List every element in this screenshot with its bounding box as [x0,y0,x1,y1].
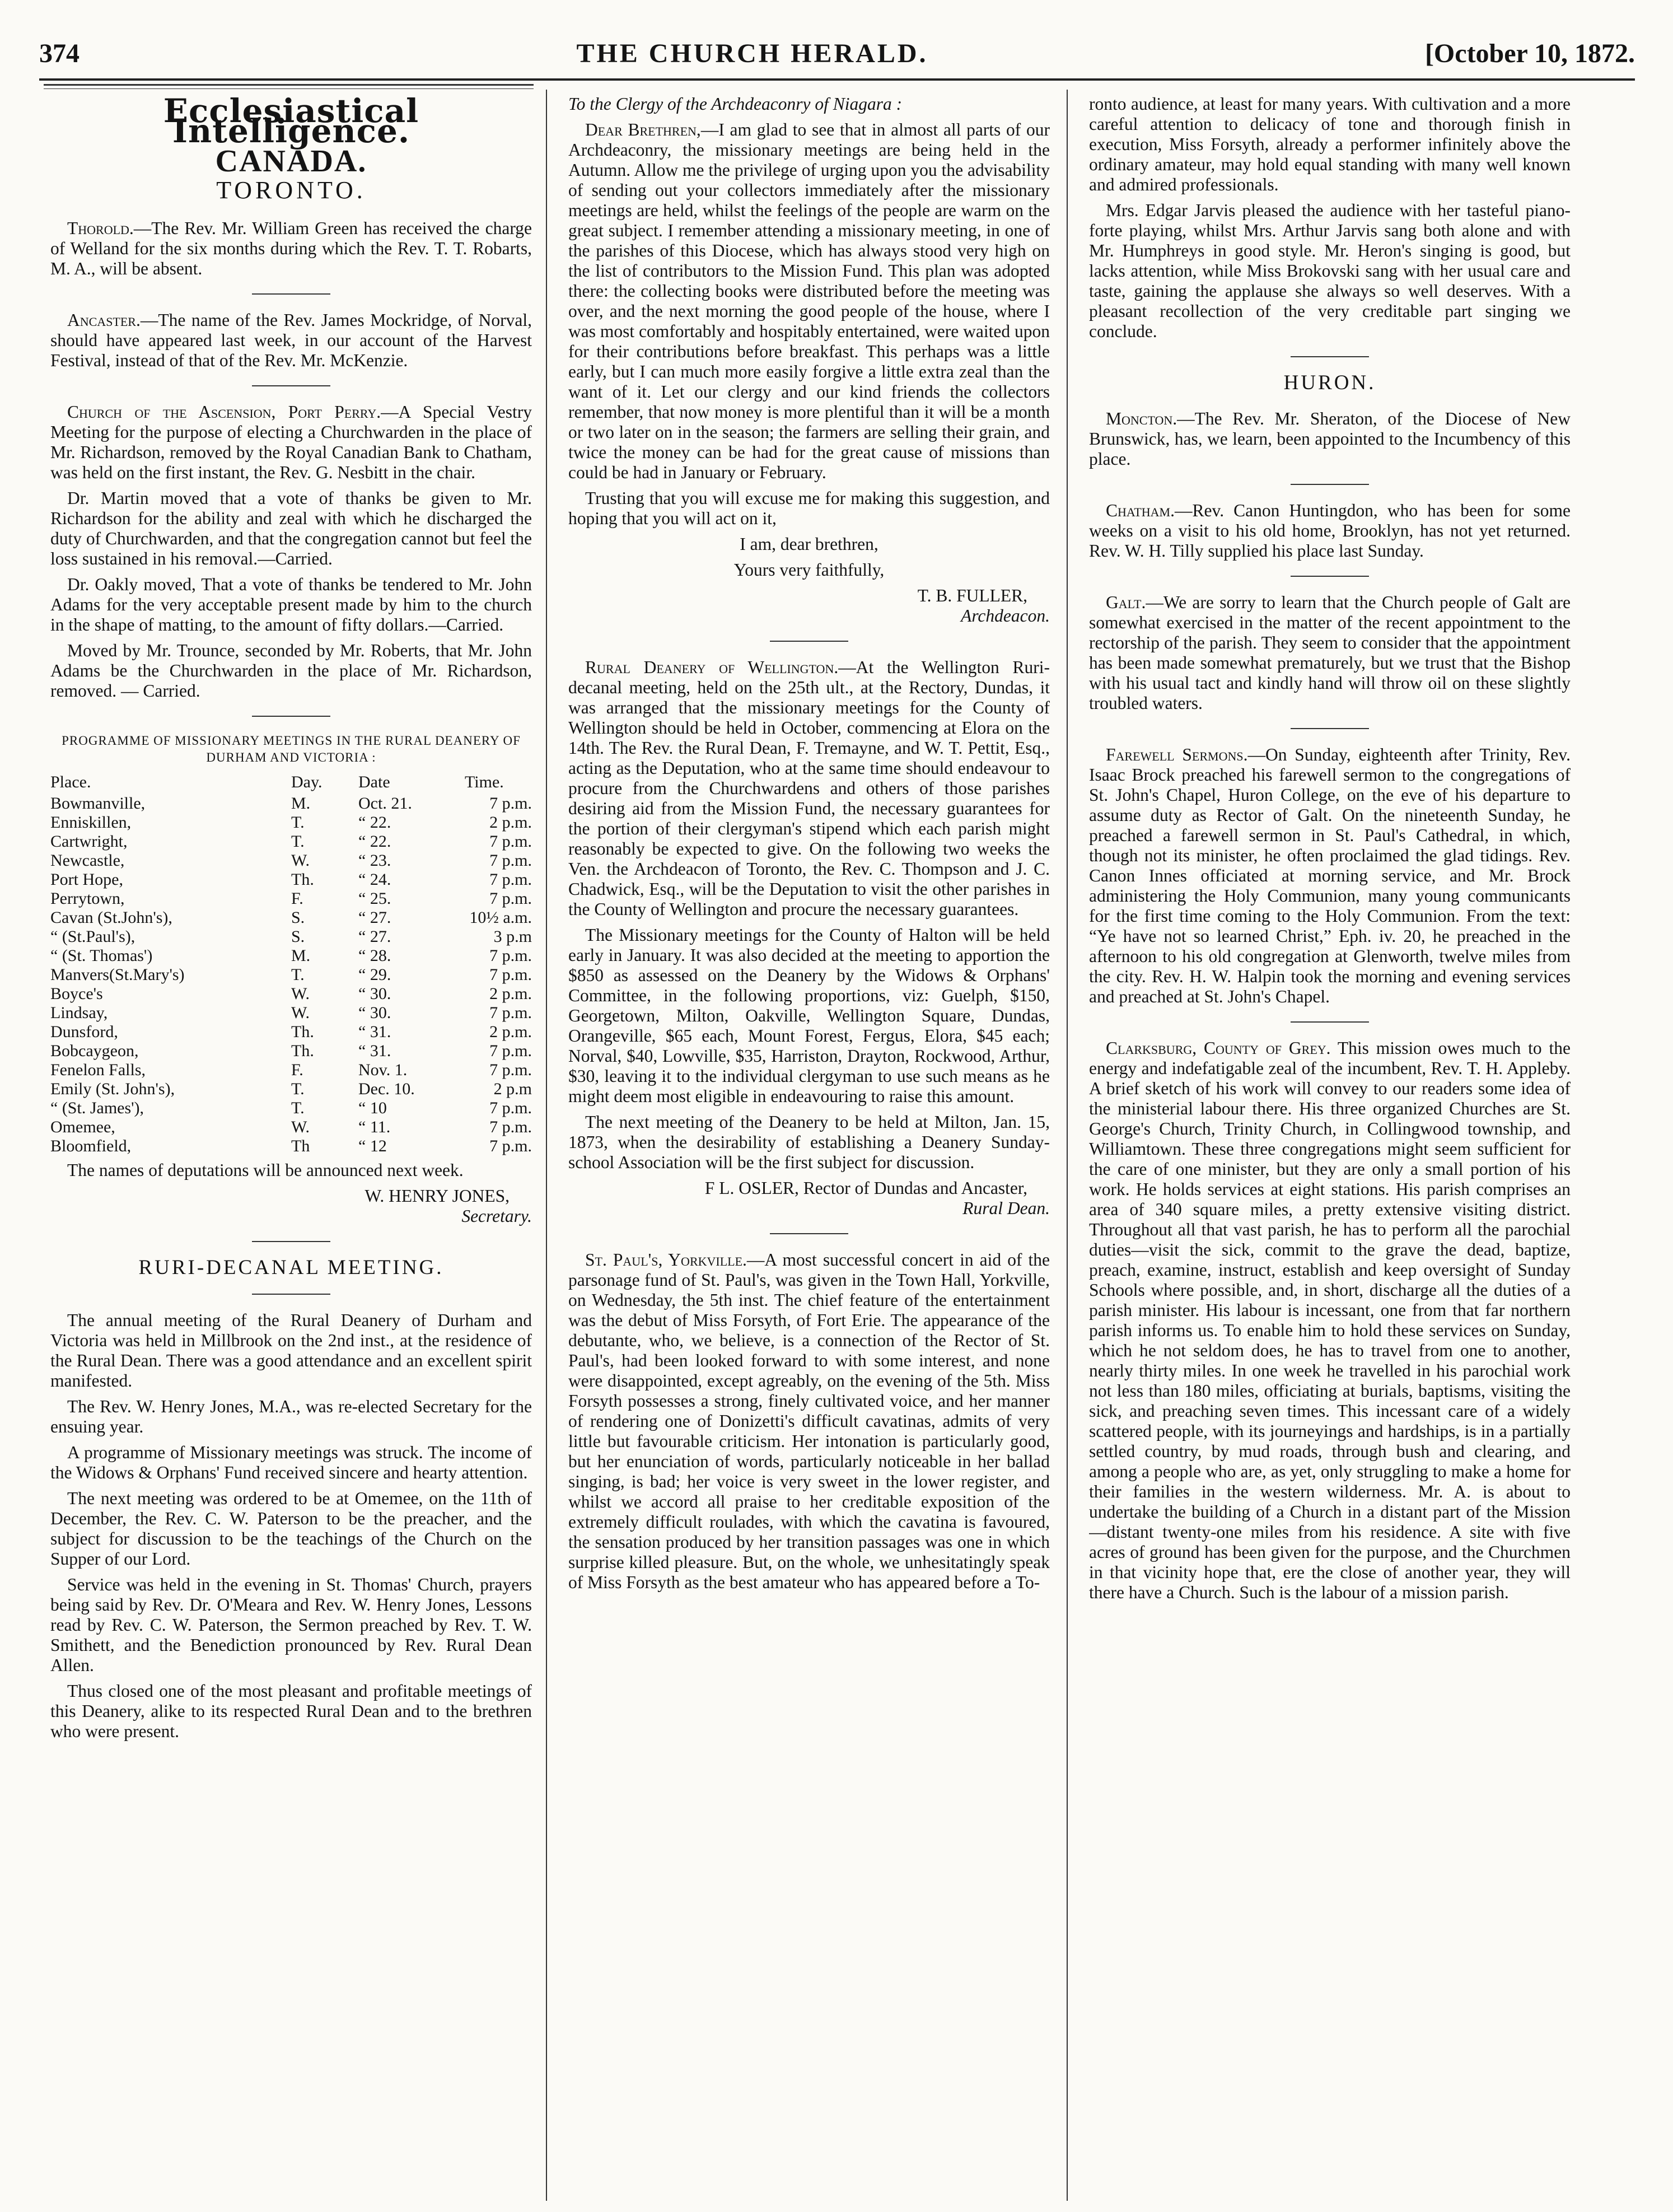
cell-day: F. [291,889,303,908]
article-galt [1089,592,1571,713]
signature-title: Archdeacon. [961,606,1050,626]
column-rule-2 [1067,90,1068,2201]
cell-date: “ 31. [358,1023,391,1041]
cell-time: 7 p.m. [489,851,532,870]
article-thorold [50,218,532,279]
article-body: —Rev. Canon Huntingdon, who has been for some weeks on a visit to his old home, Brooklyn, has not yet returned. Rev. W. H. Tilly supplied his place last Sunday. [1089,501,1571,561]
cell-date: “ 22. [358,813,391,832]
paragraph: The names of deputations will be announced next week. [67,1160,464,1180]
signature-title: Rural Dean. [962,1198,1050,1218]
column-2 [568,94,1050,2194]
cell-place: Cavan (St.John's), [50,908,172,927]
cell-time: 2 p.m. [489,984,532,1003]
table-row [50,1118,532,1137]
paragraph: The next meeting of the Deanery to be held at Milton, Jan. 15, 1873, when the desirability of establishing a Deanery Sunday-school Association will be the first subject for discussion. [568,1112,1050,1172]
article-head: Thorold. [67,218,134,238]
cell-date: Oct. 21. [358,794,412,813]
separator [252,1294,330,1295]
programme-rows [50,794,532,1156]
issue-date: [October 10, 1872. [1424,38,1635,68]
article-body: This mission owes much to the energy and indefatigable zeal of the incumbent, Rev. T. H. Appleby. A brief sketch of his work will convey to our readers some idea of the ministerial labour there. His three organized Churches are St. George's Church, Trinity Church, in Collingwood township, and Williamtown. These three congregations might seem sufficient for the care of one minister, but they are only a small portion of his work. He holds services at eight stations. His parish comprises an area of 340 square miles, a pretty extensive visiting district. Throughout all that vast parish, he has to perform all the parochial duties—visit the sick, commit to the grave the dead, baptize, preach, examine, instruct, establish and keep oversight of Sunday Schools where possible, and, in short, discharge all the duties of a parish minister. His labour is incessant, one from that far northern parish informs us. To enable him to hold these services on Sunday, which he not seldom does, he has to travel from one to another, nearly thirty miles. In one week he travelled in his parochial work not less than 180 miles, officiating at burials, baptisms, visiting the sick, and preaching seven times. This incessant care of a widely scattered people, with its journeyings and hardships, is in a partially settled country, by mud roads, through bush and clearing, and among a people who are, as yet, only struggling to make a home for their families in the western wilderness. Mr. A. is about to undertake the building of a Church in a distant part of the Mission—distant twenty-one miles from his residence. A site with five acres of ground has been given for the purpose, and the Churchmen in that vicinity hope that, ere the close of another year, they will there have a Church. Such is the labour of a mission parish. [1089,1038,1571,1602]
paragraph: The annual meeting of the Rural Deanery of Durham and Victoria was held in Millbrook on the 2nd inst., at the residence of the Rural Dean. There was a good attendance and an excellent spirit manifested. [50,1310,532,1390]
table-row [50,794,532,813]
table-row [50,1042,532,1061]
cell-place: Manvers(St.Mary's) [50,965,185,984]
cell-time: 7 p.m. [489,1099,532,1117]
separator [770,641,848,642]
article-head: Rural Deanery of Wellington. [585,657,839,677]
separator [770,1233,848,1234]
separator [252,716,330,717]
cell-day: Th. [291,870,314,889]
cell-place: Boyce's [50,984,103,1003]
paragraph: Service was held in the evening in St. Thomas' Church, prayers being said by Rev. Dr. O'Meara and Rev. W. Henry Jones, Lessons read by Rev. C. W. Paterson, the Sermon preached by Rev. T. W. Smithett, and the Benediction pronounced by Rev. Rural Dean Allen. [50,1575,532,1675]
table-row [50,1023,532,1042]
table-row [50,1080,532,1099]
article-body: —The name of the Rev. James Mockridge, of Norval, should have appeared last week, in our account of the Harvest Festival, instead of that of the Rev. Mr. McKenzie. [50,310,532,370]
cell-date: “ 22. [358,832,391,851]
section-title: Ecclesiastical Intelligence. [163,94,419,150]
cell-time: 2 p.m. [489,813,532,832]
article-body: —The Rev. Mr. Sheraton, of the Diocese of New Brunswick, has, we learn, been appointed to the Incumbency of this place. [1089,409,1571,469]
article-body: —The Rev. Mr. William Green has received the charge of Welland for the six months during which the Rev. T. T. Robarts, M. A., will be absent. [50,218,532,278]
signature-title: Secretary. [461,1206,532,1226]
paragraph: Dr. Martin moved that a vote of thanks be given to Mr. Richardson for the ability and zeal with which he discharged the duty of Churchwarden, and that the congregation cannot but feel the loss sustained in his removal.—Carried. [50,488,532,568]
col-header-date: Date [358,773,390,791]
article-clarksburg [1089,1038,1571,1603]
article-port-perry [50,402,532,483]
cell-day: W. [291,984,310,1003]
article-moncton [1089,409,1571,469]
table-row [50,1061,532,1080]
article-chatham [1089,501,1571,561]
column-rule-1 [546,90,547,2201]
paragraph: The next meeting was ordered to be at Omemee, on the 11th of December, the Rev. C. W. Paterson to be the preacher, and the subject for discussion to be the teachings of the Church on the Supper of our Lord. [50,1488,532,1569]
cell-time: 7 p.m. [489,889,532,908]
top-rule-thin [44,88,534,89]
cell-time: 7 p.m. [489,1061,532,1079]
cell-time: 7 p.m. [489,832,532,851]
diocese-heading: HURON. [1283,371,1376,394]
article-body: —We are sorry to learn that the Church people of Galt are somewhat exercised in the matter of the recent appointment to the rectorship of the parish. They seem to consider that the appointment has been made somewhat prematurely, but we trust that the Bishop with his usual tact and kindly hand will throw oil on these slightly troubled waters. [1089,592,1571,713]
table-row [50,927,532,946]
article-body: —A most successful concert in aid of the parsonage fund of St. Paul's, was given in the Town Hall, Yorkville, on Wednesday, the 5th inst. The chief feature of the entertainment was the debut of Miss Forsyth, of Fort Erie. The appearance of the debutante, who, we believe, is a connection of the Rector of St. Paul's, had been looked forward to with some interest, and none were disappointed, except agreably, on the evening of the 5th. Miss Forsyth possesses a strong, finely cultivated voice, and her manner of rendering one of Donizetti's difficult cavatinas, admits of very little but favourable criticism. Her intonation is particularly good, but her enunciation of words, particularly noticeable in her ballad singing, is bad; her voice is very sweet in the lower register, and whilst we accord all praise to her creditable exposition of the extremely difficult roulades, with which the cavatina is favoured, the sensation produced by her transition passages was one in which surprise killed pleasure. But, on the whole, we unhesitatingly speak of Miss Forsyth as the best amateur who has appeared before a To- [568,1250,1050,1592]
cell-day: T. [291,813,305,832]
table-row [50,870,532,889]
cell-time: 10½ a.m. [469,908,532,927]
separator [252,293,330,295]
cell-place: Port Hope, [50,870,123,889]
table-header-row [50,772,532,794]
cell-place: “ (St. Thomas') [50,946,153,965]
signature-name: W. HENRY JONES, [364,1186,510,1206]
salutation: Dear Brethren, [585,120,701,139]
cell-place: Bobcaygeon, [50,1042,139,1060]
cell-place: Emily (St. John's), [50,1080,175,1098]
programme-title: PROGRAMME OF MISSIONARY MEETINGS IN THE RURAL DEANERY OF DURHAM AND VICTORIA : [62,734,521,764]
cell-day: M. [291,946,311,965]
cell-place: “ (St.Paul's), [50,927,135,946]
cell-day: T. [291,965,305,984]
separator [1291,728,1369,729]
masthead [39,28,1635,81]
separator [1291,1021,1369,1023]
cell-place: Bowmanville, [50,794,146,813]
signature-name: T. B. FULLER, [917,586,1027,605]
separator [1291,576,1369,577]
cell-day: T. [291,1099,305,1117]
separator [252,385,330,386]
meeting-heading: RURI-DECANAL MEETING. [138,1256,444,1279]
cell-time: 2 p.m [493,1080,532,1098]
article-head: Ancaster. [67,310,141,330]
closing-line: I am, dear brethren, [740,534,878,554]
cell-place: Lindsay, [50,1004,108,1022]
paragraph: The Missionary meetings for the County of Halton will be held early in January. It was also decided at the meeting to apportion the $850 as assessed on the Deanery by the Widows & Orphans' Committee, in the following proportions, viz: Guelph, $150, Georgetown, Milton, Oakville, Wellington Square, Dundas, Orangeville, $65 each, Mount Forest, Fergus, Elora, $45 each; Norval, $40, Lowville, $35, Harriston, Drayton, Rockwood, Arthur, $30, leaving it to the individual clergyman to use such means as he might deem most eligible in endeavouring to raise this amount. [568,925,1050,1106]
table-row [50,1004,532,1023]
cell-day: T. [291,1080,305,1098]
newspaper-title: THE CHURCH HERALD. [576,38,928,68]
cell-date: “ 28. [358,946,391,965]
cell-time: 7 p.m. [489,1137,532,1155]
cell-day: Th. [291,1023,314,1041]
cell-time: 7 p.m. [489,946,532,965]
article-farewell-sermons [1089,745,1571,1007]
letter-text: —I am glad to see that in almost all parts of our Archdeaconry, the missionary meetings are being held in the Autumn. Allow me the privilege of urging upon you the advisability of sending out your collectors immediately after the missionary meetings are held, whilst the feelings of the people are warm on the great subject. I remember attending a missionary meeting, in one of the parishes of this Diocese, which has always stood very high on the list of contributors to the Mission Fund. This plan was adopted there: the collecting books were distributed before the meeting was over, and the next morning the good people of the house, where I was most comfortably and hospitably entertained, were waited upon for their contributions before breakfast. This perhaps was a little early, but I can much more easily forgive a little extra zeal than the want of it. Let our clergy and our kind friends the collectors remember, that now money is more plentiful than it will be a month or two later on in the season; the farmers are selling their grain, and twice the money can be had for the great cause of missions than could be had in January or February. [568,120,1050,482]
article-head: Chatham. [1106,501,1175,520]
table-row [50,1099,532,1118]
separator [252,1241,330,1242]
cell-date: “ 11. [358,1118,391,1136]
cell-date: Nov. 1. [358,1061,408,1079]
paragraph: Dr. Oakly moved, That a vote of thanks be tendered to Mr. John Adams for the very acceptable present made by him to the church in the shape of matting, to the amount of fifty dollars.—Carried. [50,575,532,634]
paragraph: Mrs. Edgar Jarvis pleased the audience with her tasteful piano-forte playing, whilst Mrs. Arthur Jarvis sang both alone and with Mr. Humphreys in good style. Mr. Heron's singing is good, but lacks attention, while Miss Brokovski sang with her usual care and taste, gaining the applause she always so well deserves. With a pleasant recollection of the very creditable part singing we conclude. [1089,200,1571,341]
letter-heading: To the Clergy of the Archdeaconry of Niagara : [568,94,903,114]
paragraph: ronto audience, at least for many years. With cultivation and a more careful attention to delicacy of tone and thorough finish in execution, Miss Forsyth, already a performer infinitely above the ordinary amateur, may hold equal standing with many well known and admired professionals. [1089,94,1571,194]
cell-place: Perrytown, [50,889,125,908]
article-head: Galt. [1106,592,1146,612]
cell-date: “ 29. [358,965,391,984]
cell-day: W. [291,851,310,870]
cell-day: W. [291,1118,310,1136]
cell-date: “ 30. [358,1004,391,1022]
cell-date: “ 24. [358,870,391,889]
article-head: Church of the Ascension, Port Perry. [67,402,381,422]
separator [1291,484,1369,485]
cell-time: 2 p.m. [489,1023,532,1041]
cell-place: “ (St. James'), [50,1099,144,1117]
article-head: Farewell Sermons. [1106,745,1248,764]
col-header-place: Place. [50,773,91,791]
cell-time: 3 p.m [493,927,532,946]
paragraph: A programme of Missionary meetings was struck. The income of the Widows & Orphans' Fund received sincere and hearty attention. [50,1443,532,1482]
cell-time: 7 p.m. [489,1042,532,1060]
column-3 [1089,94,1571,2194]
cell-date: “ 27. [358,927,391,946]
article-ancaster [50,310,532,371]
cell-place: Bloomfield, [50,1137,132,1155]
programme-table [50,772,532,1156]
table-row [50,908,532,927]
top-rule [44,84,534,86]
table-row [50,965,532,984]
cell-place: Omemee, [50,1118,115,1136]
cell-place: Newcastle, [50,851,125,870]
region-heading: CANADA. [215,144,367,179]
cell-place: Dunsford, [50,1023,118,1041]
cell-time: 7 p.m. [489,965,532,984]
article-body: —On Sunday, eighteenth after Trinity, Rev. Isaac Brock preached his farewell sermon to the congregations of St. John's Chapel, Huron College, on the eve of his departure to assume duty as Rector of Galt. On the nineteenth Sunday, he preached a farewell sermon in St. Paul's Cathedral, in which, though not its minister, he often proclaimed the glad tidings. Rev. Canon Innes officiated at morning service, and Mr. Brock administering the Holy Communion, many young communicants for the first time coming to the Holy Communion. From the text: “Ye have not so learned Christ,” Eph. iv. 20, he preached in the afternoon to his old congregation at Glenworth, twelve miles from the city. Rev. H. W. Halpin took the morning and evening services and preached at St. John's Chapel. [1089,745,1571,1006]
paragraph: The Rev. W. Henry Jones, M.A., was re-elected Secretary for the ensuing year. [50,1397,532,1436]
article-body: —A Special Vestry Meeting for the purpose of electing a Churchwarden in the place of Mr. Richardson, removed by the Royal Canadian Bank to Chatham, was held on the first instant, the Rev. G. Nesbitt in the chair. [50,402,532,482]
table-row [50,946,532,965]
article-body: —At the Wellington Ruri-decanal meeting, held on the 25th ult., at the Rectory, Dundas, it was arranged that the missionary meetings for the County of Wellington should be held in October, commencing at Elora on the 14th. The Rev. the Rural Dean, F. Tremayne, and W. T. Pettit, Esq., acting as the Deputation, who at the same time should endeavour to procure from the Churchwardens and others of those parishes desiring aid from the Mission Fund, the necessary guarantees for the portion of their clergyman's stipend which each parish might reasonably be expected to give. On the following two weeks the Ven. the Archdeacon of Toronto, the Rev. C. Thompson and J. C. Chadwick, Esq., will be the Deputation to visit the other parishes in the County of Wellington and procure the necessary guarantees. [568,657,1050,919]
page-number: 374 [39,38,80,68]
diocese-heading: TORONTO. [216,176,366,204]
cell-date: “ 12 [358,1137,387,1155]
table-row [50,889,532,908]
cell-day: S. [291,927,305,946]
cell-day: W. [291,1004,310,1022]
article-yorkville [568,1250,1050,1593]
article-wellington [568,657,1050,920]
cell-day: Th. [291,1042,314,1060]
cell-date: Dec. 10. [358,1080,415,1098]
article-head: Moncton. [1106,409,1177,428]
cell-time: 7 p.m. [489,870,532,889]
cell-date: “ 27. [358,908,391,927]
col-header-day: Day. [291,773,323,791]
paragraph: Moved by Mr. Trounce, seconded by Mr. Roberts, that Mr. John Adams be the Churchwarden in the place of Mr. Richardson, removed. — Carried. [50,641,532,701]
cell-day: S. [291,908,305,927]
cell-time: 7 p.m. [489,1004,532,1022]
table-row [50,851,532,870]
cell-place: Enniskillen, [50,813,132,832]
table-row [50,984,532,1004]
cell-day: T. [291,832,305,851]
cell-day: M. [291,794,311,813]
cell-date: “ 10 [358,1099,387,1117]
cell-date: “ 25. [358,889,391,908]
cell-day: Th [291,1137,310,1155]
cell-date: “ 30. [358,984,391,1003]
letter-body [568,120,1050,483]
paragraph: Thus closed one of the most pleasant and profitable meetings of this Deanery, alike to its respected Rural Dean and to the brethren who were present. [50,1681,532,1741]
cell-day: F. [291,1061,303,1079]
article-head: St. Paul's, Yorkville. [585,1250,747,1270]
table-row [50,1137,532,1156]
cell-place: Fenelon Falls, [50,1061,146,1079]
cell-time: 7 p.m. [489,1118,532,1136]
cell-date: “ 23. [358,851,391,870]
col-header-time: Time. [465,773,504,791]
article-head: Clarksburg, County of Grey. [1106,1038,1331,1058]
column-1 [50,94,532,2194]
table-row [50,832,532,851]
signature-name: F L. OSLER, Rector of Dundas and Ancaster, [704,1178,1027,1198]
cell-place: Cartwright, [50,832,128,851]
table-row [50,813,532,832]
cell-time: 7 p.m. [489,794,532,813]
closing-line: Yours very faithfully, [733,560,885,580]
separator [1291,356,1369,357]
paragraph: Trusting that you will excuse me for making this suggestion, and hoping that you will act on it, [568,488,1050,528]
cell-date: “ 31. [358,1042,391,1060]
